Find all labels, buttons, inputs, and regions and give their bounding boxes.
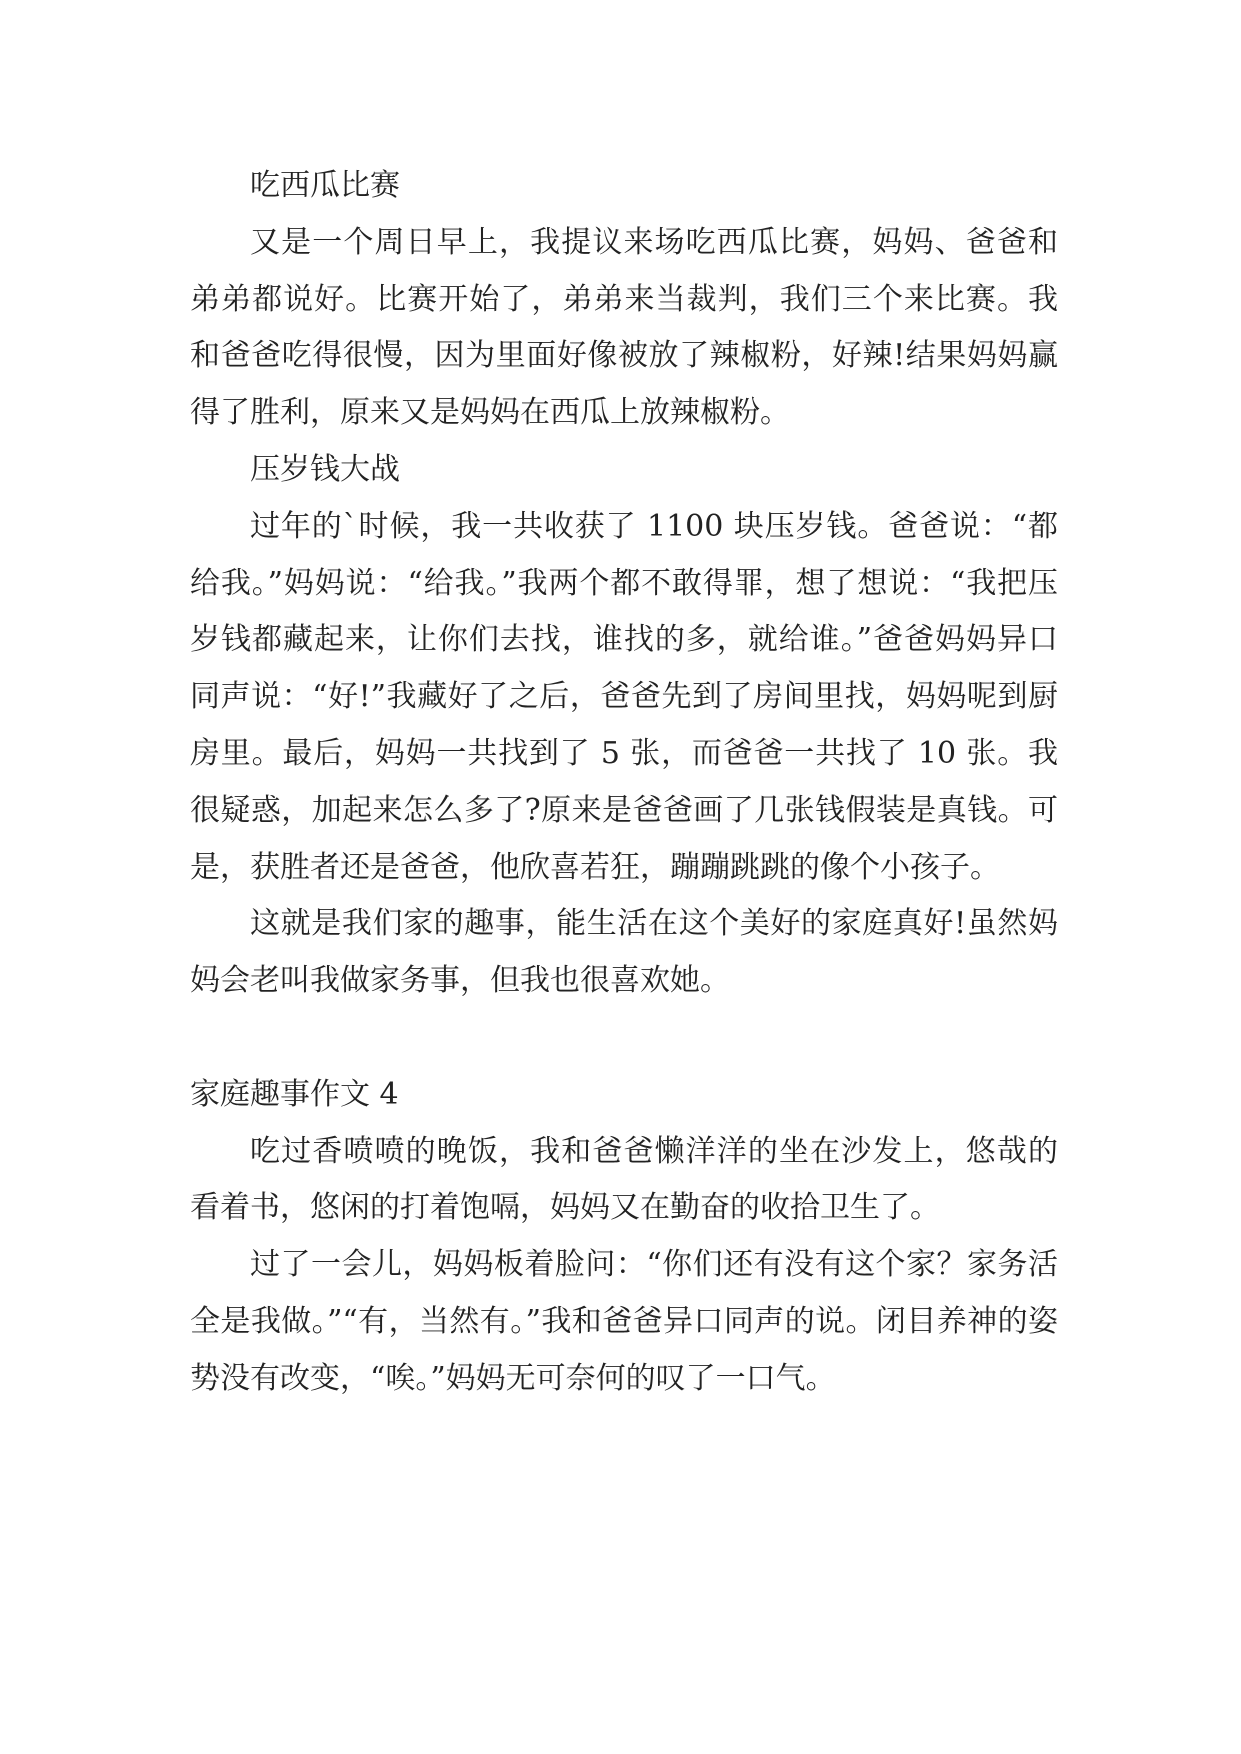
paragraph-lucky-money: 过年的`时候，我一共收获了 1100 块压岁钱。爸爸说：“都给我。”妈妈说：“给我。”我两个都不敢得罪，想了想说：“我把压岁钱都藏起来，让你们去找，谁找的多，就给谁。”爸爸妈妈异口同声说：“好!”我藏好了之后，爸爸先到了房间里找，妈妈呢到厨房里。最后，妈妈一共找到了 5 张，而爸爸一共找了 10 张。我很疑惑，加起来怎么多了?原来是爸爸画了几张钱假装是真钱。可是，获胜者还是爸爸，他欣喜若狂，蹦蹦跳跳的像个小孩子。 (190, 508, 1058, 885)
subtitle-lucky-money: 压岁钱大战 (250, 451, 400, 487)
paragraph-closing: 这就是我们家的趣事，能生活在这个美好的家庭真好!虽然妈妈会老叫我做家务事，但我也很喜欢她。 (190, 906, 1058, 999)
essay-title: 家庭趣事作文 4 (190, 1076, 399, 1112)
paragraph-watermelon-contest: 又是一个周日早上，我提议来场吃西瓜比赛，妈妈、爸爸和弟弟都说好。比赛开始了，弟弟来当裁判，我们三个来比赛。我和爸爸吃得很慢，因为里面好像被放了辣椒粉，好辣!结果妈妈赢得了胜利，原来又是妈妈在西瓜上放辣椒粉。 (190, 224, 1058, 431)
paragraph-dinner: 吃过香喷喷的晚饭，我和爸爸懒洋洋的坐在沙发上，悠哉的看着书，悠闲的打着饱嗝，妈妈又在勤奋的收拾卫生了。 (190, 1133, 1058, 1226)
document-body (190, 158, 1058, 1408)
subtitle-watermelon-contest: 吃西瓜比赛 (250, 168, 400, 203)
paragraph-housework: 过了一会儿，妈妈板着脸问：“你们还有没有这个家？家务活全是我做。”“有，当然有。”我和爸爸异口同声的说。闭目养神的姿势没有改变，“唉。”妈妈无可奈何的叹了一口气。 (190, 1247, 1058, 1396)
section-spacer (190, 1010, 1058, 1067)
